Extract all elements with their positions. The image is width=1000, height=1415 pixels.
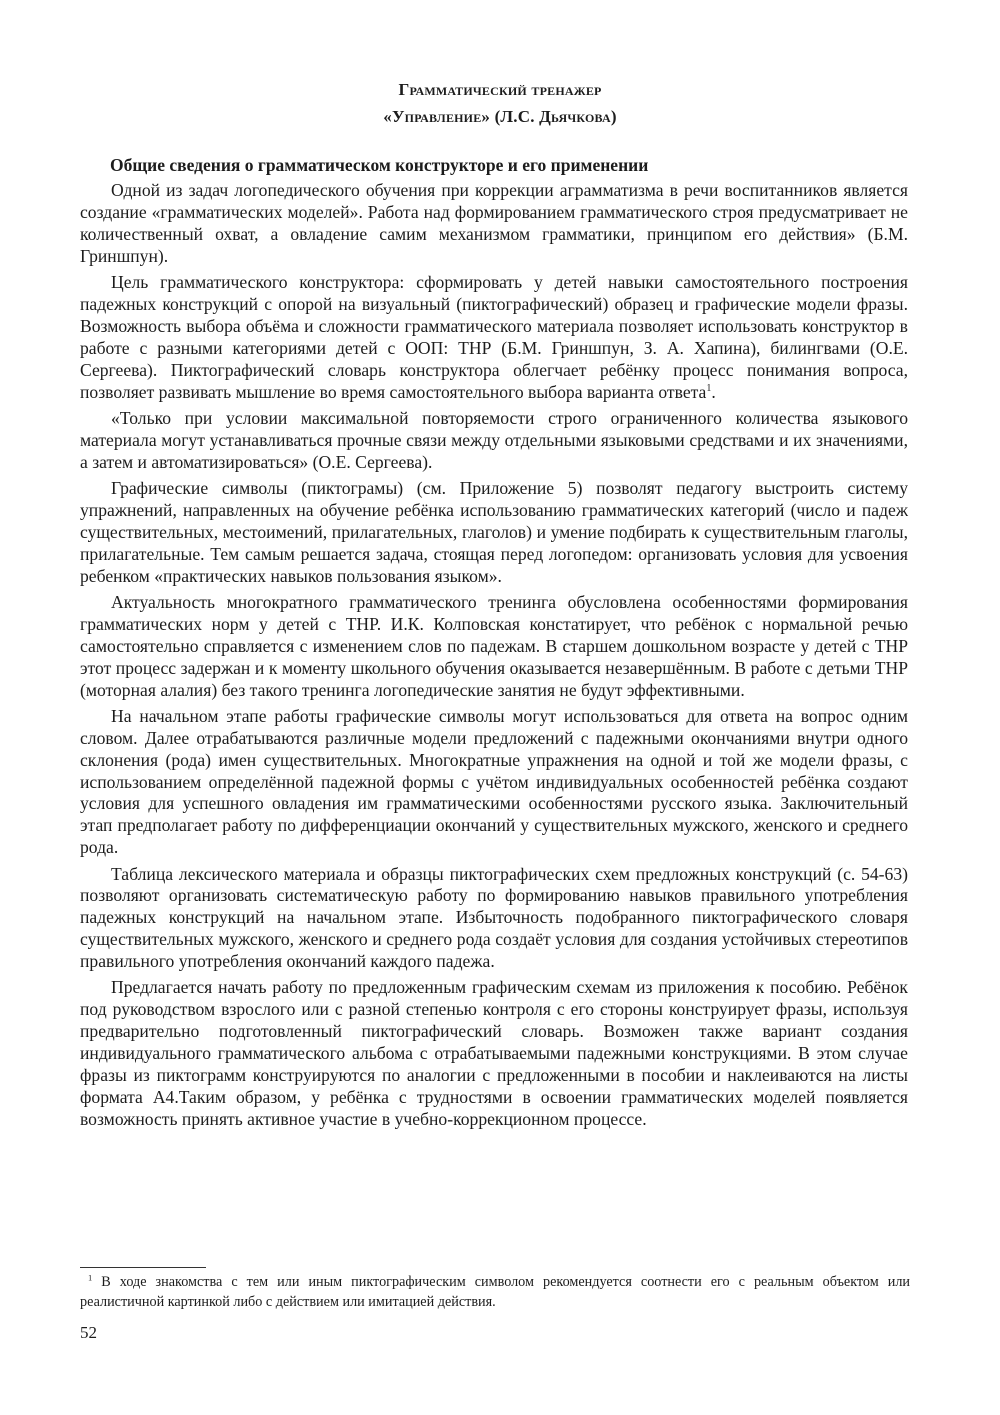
footnote-marker: 1 — [88, 1272, 93, 1283]
page-number: 52 — [80, 1323, 97, 1342]
footnote — [80, 1273, 910, 1312]
paragraph-5: Актуальность многократного грамматического тренинга обусловлена особенностями формирования грамматических норм у детей с ТНР. И.К. Колповская констатирует, что ребёнок с нормальной речью самостоятельно справляется с изменением слов по падежам. В старшем дошкольном возрасте у детей с ТНР этот процесс задержан и к моменту школьного обучения оказывается незавершённым. В работе с детьми ТНР (моторная алалия) без такого тренинга логопедические занятия не будут эффективными. — [80, 591, 908, 700]
paragraph-2-end: . — [711, 381, 716, 402]
paragraph-6: На начальном этапе работы графические символы могут использоваться для ответа на вопрос одним словом. Далее отрабатываются различные модели предложений с падежными окончаниями внутри одного склонения (рода) имен существительных. Многократные упражнения на одной и той же модели фразы, с использованием определённой падежной формы с учётом индивидуальных особенностей ребёнка создают условия для успешного овладения им грамматическими особенностями русского языка. Заключительный этап предполагает работу по дифференциации окончаний у существительных мужского, женского и среднего рода. — [80, 705, 908, 858]
paragraph-7: Таблица лексического материала и образцы пиктографических схем предложных конструкций (с. 54-63) позволяют организовать систематическую работу по формированию навыков правильного употребления падежных конструкций на начальном этапе. Избыточность подобранного пиктографического словаря существительных мужского, женского и среднего рода создаёт условия для создания устойчивых стереотипов правильного употребления окончаний каждого падежа. — [80, 863, 908, 972]
paragraph-3: «Только при условии максимальной повторяемости строго ограниченного количества языкового материала могут устанавливаться прочные связи между отдельными языковыми средствами и их значениями, а затем и автоматизироваться» (О.Е. Сергеева). — [80, 407, 908, 472]
section-heading: Общие сведения о грамматическом конструкторе и его применении — [110, 155, 649, 175]
footnote-divider — [80, 1267, 206, 1268]
title-line-2: «Управление» (Л.С. Дьячкова) — [383, 107, 617, 126]
paragraph-2-text: Цель грамматического конструктора: сформировать у детей навыки самостоятельного построения падежных конструкций с опорой на визуальный (пиктографический) образец и графические модели фразы. Возможность выбора объёма и сложности грамматического материала позволяет использовать конструктор в работе с разными категориями детей с ООП: ТНР (Б.М. Гриншпун, З. А. Хапина), билингвами (О.Е. Сергеева). Пиктографический словарь конструктора облегчает ребёнку процесс понимания вопроса, позволяет развивать мышление во время самостоятельного выбора варианта ответа — [80, 272, 908, 402]
title-line-1: Грамматический тренажер — [398, 80, 602, 99]
paragraph-1: Одной из задач логопедического обучения при коррекции аграмматизма в речи воспитанников является создание «грамматических моделей». Работа над формированием грамматического строя предусматривает не количественный охват, а овладение самим механизмом грамматики, принципом его действия» (Б.М. Гриншпун). — [80, 180, 908, 266]
body-text — [80, 180, 908, 1135]
document-title — [0, 76, 1000, 130]
footnote-reference[interactable]: 1 — [706, 382, 712, 394]
footnote-text: В ходе знакомства с тем или иным пиктографическим символом рекомендуется соотнести его с реальным объектом или реалистичной картинкой либо с действием или имитацией действия. — [80, 1274, 911, 1310]
paragraph-4: Графические символы (пиктограмы) (см. Приложение 5) позволят педагогу выстроить систему упражнений, направленных на обучение ребёнка использованию грамматических категорий (число и падеж существительных, местоимений, прилагательных, глаголов) и умение подбирать к существительным глаголы, прилагательные. Тем самым решается задача, стоящая перед логопедом: организовать условия для усвоения ребенком «практических навыков пользования языком». — [80, 477, 908, 586]
paragraph-2 — [80, 272, 908, 403]
paragraph-8: Предлагается начать работу по предложенным графическим схемам из приложения к пособию. Ребёнок под руководством взрослого или с разной степенью контроля с его стороны конструирует фразы, используя предварительно подготовленный пиктографический словарь. Возможен также вариант создания индивидуального грамматического альбома с отрабатываемыми падежными конструкциями. В этом случае фразы из пиктограмм конструируются по аналогии с предложенными в пособии и наклеиваются на листы формата А4.Таким образом, у ребёнка с трудностями в освоении грамматических моделей появляется возможность принять активное участие в учебно-коррекционном процессе. — [80, 977, 908, 1129]
